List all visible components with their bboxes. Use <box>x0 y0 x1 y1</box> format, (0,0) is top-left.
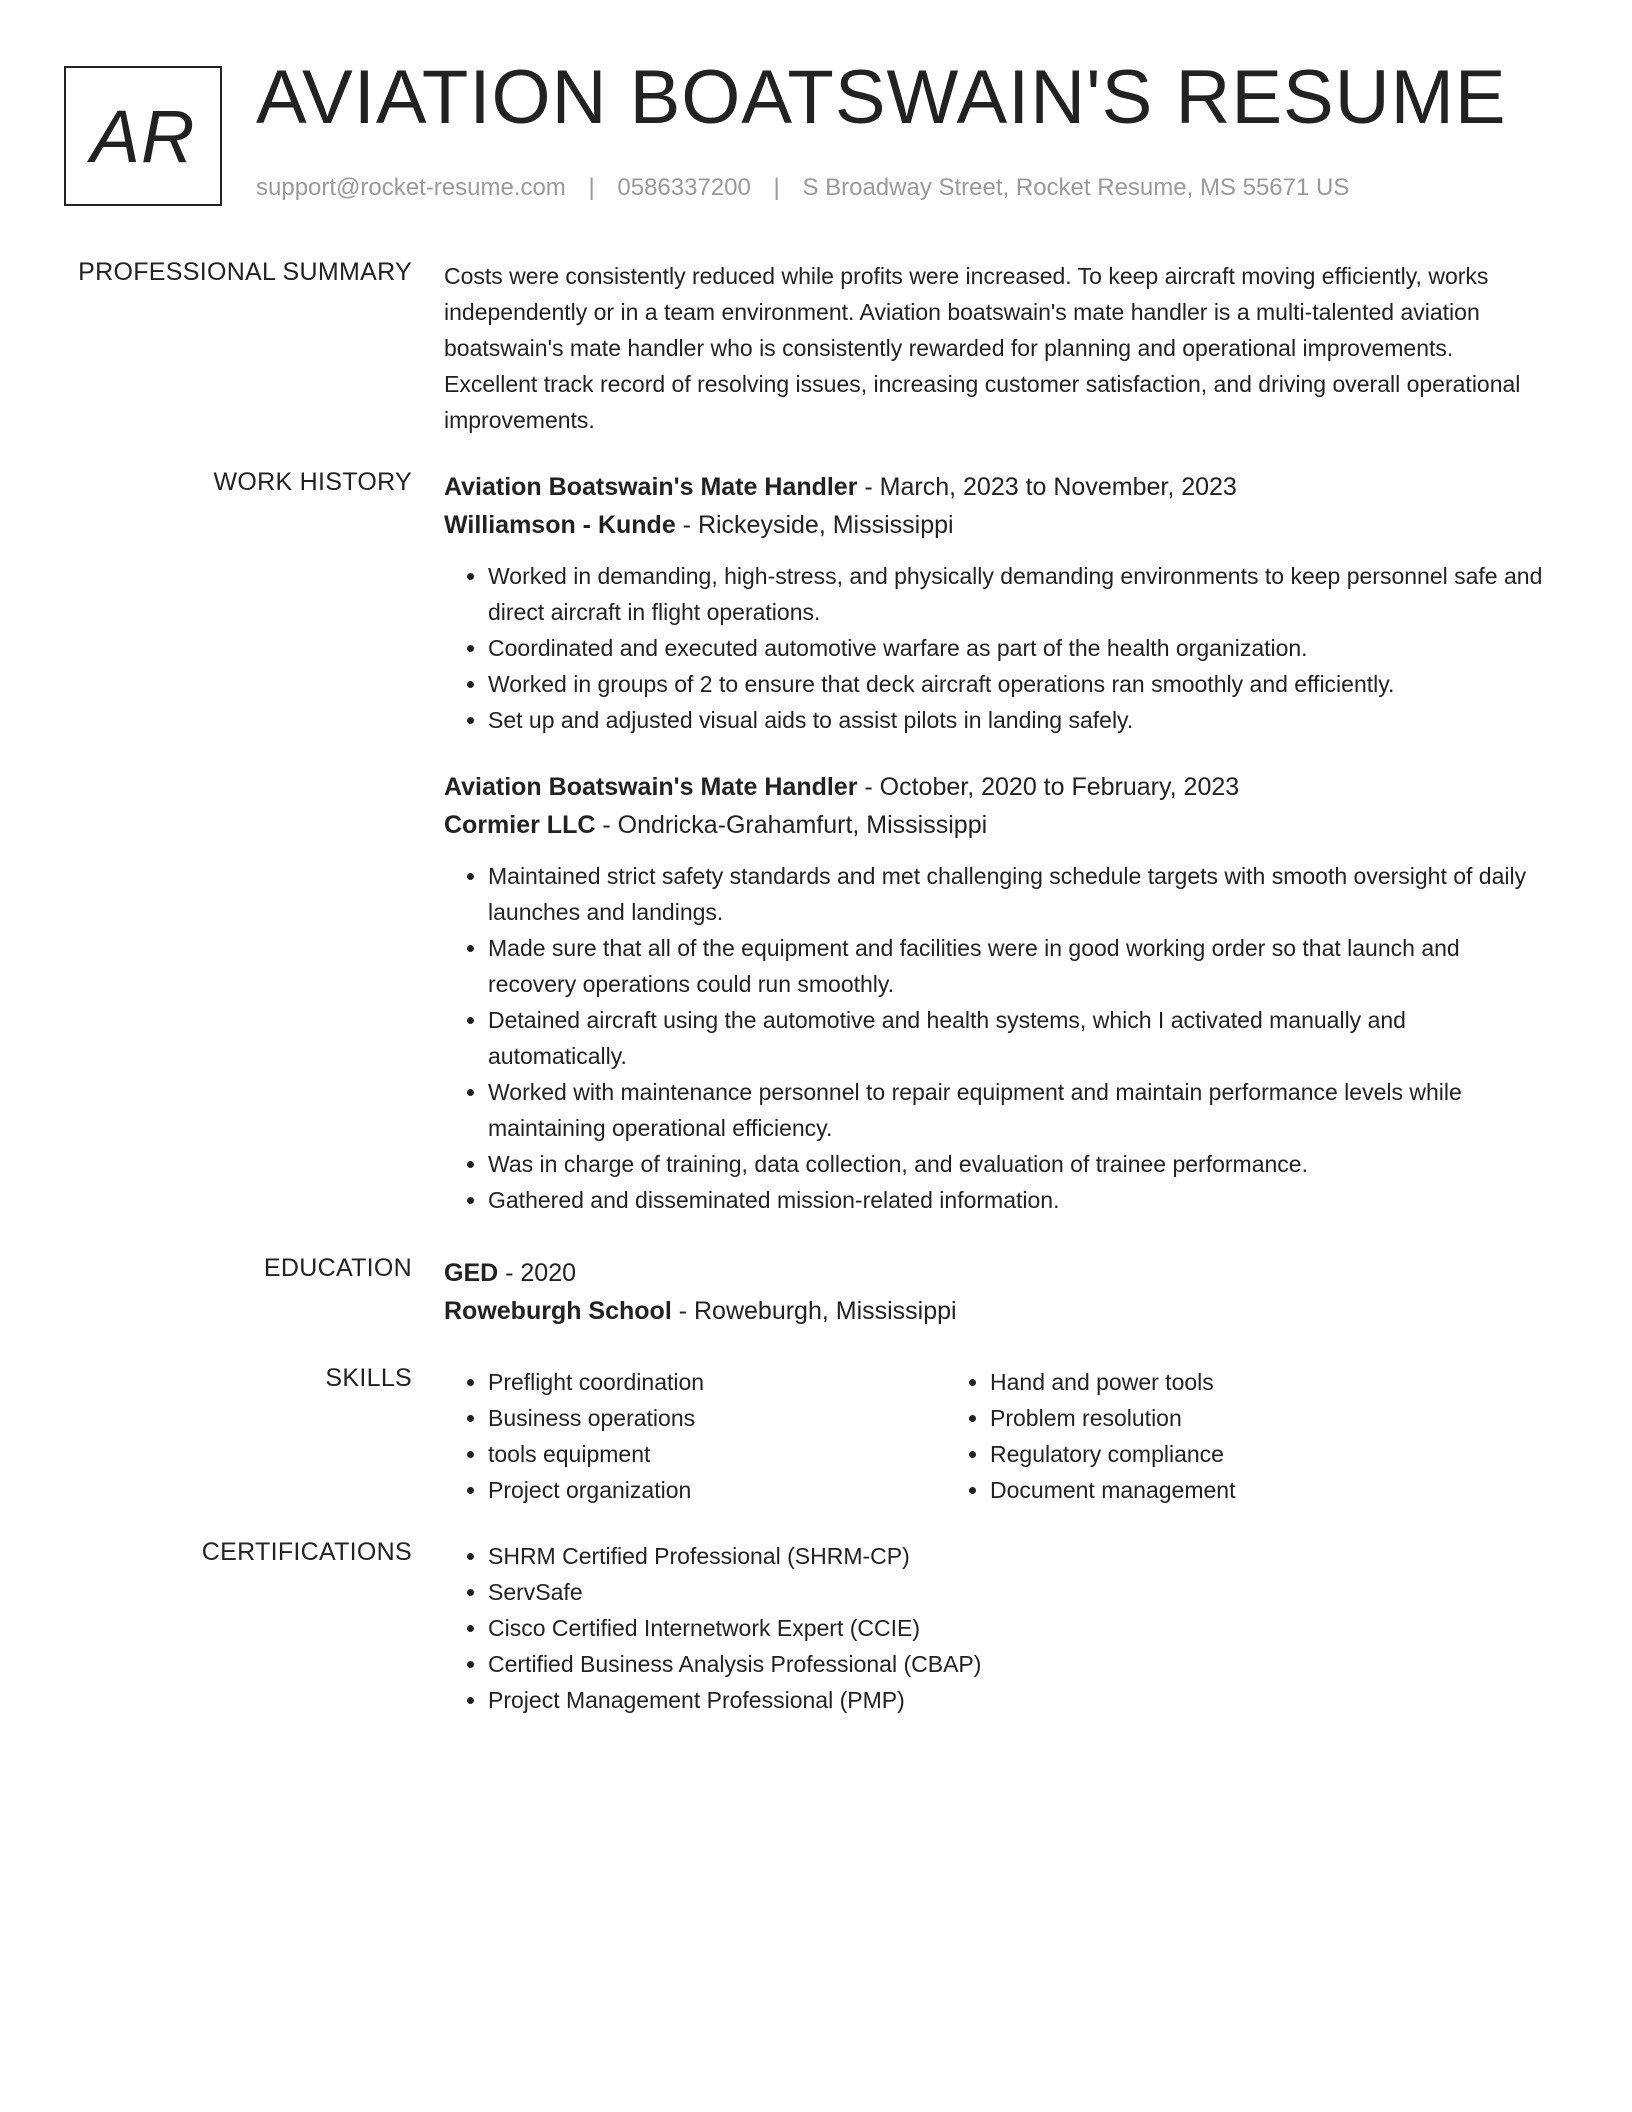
contact-phone[interactable]: 0586337200 <box>617 174 751 201</box>
work-history-body <box>444 468 1544 1248</box>
skill-item: • Document management <box>990 1472 1448 1508</box>
certification-item: • ServSafe <box>488 1574 1544 1610</box>
job-entry <box>444 768 1544 1218</box>
education-school: Roweburgh School <box>444 1297 672 1325</box>
job-bullet: • Worked with maintenance personnel to repair equipment and maintain performance levels while maintaining operational efficiency. <box>488 1074 1544 1146</box>
contact-separator: | <box>773 174 780 201</box>
certification-item: • Project Management Professional (PMP) <box>488 1682 1544 1718</box>
education-body <box>444 1254 1544 1330</box>
education-year: - 2020 <box>498 1259 577 1287</box>
job-location: - Rickeyside, Mississippi <box>675 511 954 539</box>
certifications-list <box>444 1538 1544 1718</box>
job-bullet: • Made sure that all of the equipment and facilities were in good working order so that launch and recovery operations could run smoothly. <box>488 930 1544 1002</box>
certification-item: • Cisco Certified Internetwork Expert (CCIE) <box>488 1610 1544 1646</box>
job-role: Aviation Boatswain's Mate Handler <box>444 773 858 801</box>
certification-item: • Certified Business Analysis Professional (CBAP) <box>488 1646 1544 1682</box>
skills-list-left <box>444 1364 946 1508</box>
certifications-body <box>444 1538 1544 1718</box>
skill-item: • Project organization <box>488 1472 946 1508</box>
skill-item: • tools equipment <box>488 1436 946 1472</box>
resume-title: AVIATION BOATSWAIN'S RESUME <box>256 55 1507 140</box>
education-degree: GED <box>444 1259 499 1287</box>
contact-email[interactable]: support@rocket-resume.com <box>256 174 566 201</box>
job-bullet: • Gathered and disseminated mission-related information. <box>488 1182 1544 1218</box>
section-title-skills: SKILLS <box>325 1364 412 1392</box>
summary-body <box>444 258 1544 438</box>
job-bullet: • Worked in demanding, high-stress, and physically demanding environments to keep personnel safe and direct aircraft in flight operations. <box>488 558 1544 630</box>
summary-text: Costs were consistently reduced while profits were increased. To keep aircraft moving efficiently, works independently or in a team environment. Aviation boatswain's mate handler is a multi-talented aviation boatswain's mate handler who is consistently rewarded for planning and operational improvements. Excellent track record of resolving issues, increasing customer satisfaction, and driving overall operational improvements. <box>444 263 1521 433</box>
monogram-initials: AR <box>90 94 196 178</box>
section-title-summary: PROFESSIONAL SUMMARY <box>78 258 412 286</box>
job-role-line <box>444 768 1544 806</box>
education-location: - Roweburgh, Mississippi <box>671 1297 957 1325</box>
job-bullet: • Detained aircraft using the automotive and health systems, which I activated manually and automatically. <box>488 1002 1544 1074</box>
job-role-line <box>444 468 1544 506</box>
certification-item: • SHRM Certified Professional (SHRM-CP) <box>488 1538 1544 1574</box>
skill-item: • Hand and power tools <box>990 1364 1448 1400</box>
skill-item: • Business operations <box>488 1400 946 1436</box>
job-bullet: • Was in charge of training, data collection, and evaluation of trainee performance. <box>488 1146 1544 1182</box>
contact-line <box>256 174 1349 202</box>
monogram-box <box>64 66 222 206</box>
section-title-education: EDUCATION <box>263 1254 412 1282</box>
job-company-line <box>444 506 1544 544</box>
job-bullet: • Worked in groups of 2 to ensure that deck aircraft operations ran smoothly and efficiently. <box>488 666 1544 702</box>
job-entry <box>444 468 1544 738</box>
job-bullets <box>444 858 1544 1218</box>
job-dates: - October, 2020 to February, 2023 <box>857 773 1240 801</box>
job-company-line <box>444 806 1544 844</box>
job-company: Cormier LLC <box>444 811 596 839</box>
job-bullet: • Maintained strict safety standards and met challenging schedule targets with smooth oversight of daily launches and landings. <box>488 858 1544 930</box>
skills-columns <box>444 1364 1544 1508</box>
contact-separator: | <box>588 174 595 201</box>
job-bullet: • Set up and adjusted visual aids to assist pilots in landing safely. <box>488 702 1544 738</box>
education-school-line <box>444 1292 1544 1330</box>
skills-body <box>444 1364 1544 1508</box>
job-company: Williamson - Kunde <box>444 511 676 539</box>
job-role: Aviation Boatswain's Mate Handler <box>444 473 858 501</box>
skill-item: • Problem resolution <box>990 1400 1448 1436</box>
skill-item: • Regulatory compliance <box>990 1436 1448 1472</box>
job-bullets <box>444 558 1544 738</box>
education-degree-line <box>444 1254 1544 1292</box>
contact-address: S Broadway Street, Rocket Resume, MS 55671 US <box>802 174 1350 201</box>
section-title-certifications: CERTIFICATIONS <box>201 1538 412 1566</box>
job-location: - Ondricka-Grahamfurt, Mississippi <box>595 811 988 839</box>
skills-list-right <box>946 1364 1448 1508</box>
skill-item: • Preflight coordination <box>488 1364 946 1400</box>
job-bullet: • Coordinated and executed automotive warfare as part of the health organization. <box>488 630 1544 666</box>
section-title-work-history: WORK HISTORY <box>213 468 412 496</box>
job-dates: - March, 2023 to November, 2023 <box>857 473 1237 501</box>
